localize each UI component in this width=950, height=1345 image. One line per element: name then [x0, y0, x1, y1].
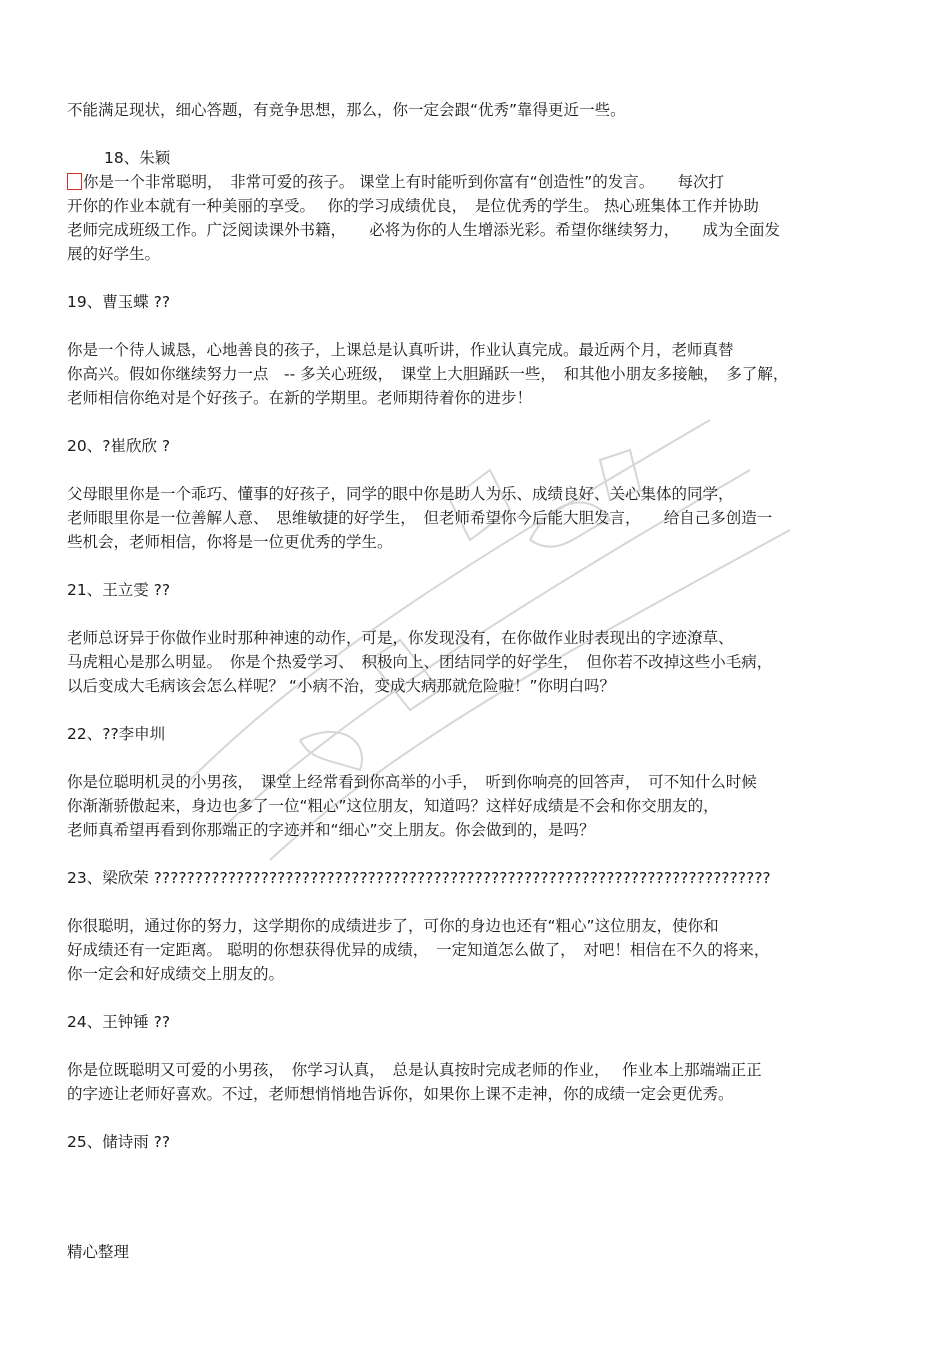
line-text: 精心整理 [67, 1243, 130, 1261]
line-text: 25、储诗雨 ?? [67, 1133, 171, 1151]
text-line [67, 194, 759, 218]
line-text: 你高兴。假如你继续努力一点 -- 多关心班级， 课堂上大胆踊跃一些， 和其他小朋友多接触， 多了解， [67, 365, 789, 383]
line-text: 马虎粗心是那么明显。 你是个热爱学习、 积极向上、团结同学的好学生， 但你若不改掉这些小毛病， [67, 653, 773, 671]
text-line [67, 506, 772, 530]
text-line [67, 770, 757, 794]
text-line [67, 914, 719, 938]
line-text: 以后变成大毛病该会怎么样呢？ “小病不治，变成大病那就危险啦！”你明白吗？ [67, 677, 615, 695]
red-box-icon [67, 173, 82, 190]
line-text: 不能满足现状，细心答题，有竞争思想，那么，你一定会跟“优秀”靠得更近一些。 [67, 101, 626, 119]
line-text: 些机会，老师相信，你将是一位更优秀的学生。 [67, 533, 393, 551]
text-line [67, 962, 284, 986]
line-text: 好成绩还有一定距离。 聪明的你想获得优异的成绩， 一定知道怎么做了， 对吧！相信在不久的将来， [67, 941, 770, 959]
text-line [104, 146, 170, 170]
text-line [67, 938, 769, 962]
text-line [67, 578, 170, 602]
line-text: 你是一个待人诚恳，心地善良的孩子，上课总是认真听讲，作业认真完成。最近两个月，老师真替 [67, 341, 734, 359]
text-line [67, 1010, 170, 1034]
text-line [67, 722, 165, 746]
text-line [67, 530, 393, 554]
line-text: 老师眼里你是一位善解人意、 思维敏捷的好学生， 但老师希望你今后能大胆发言， 给自己多创造一 [67, 509, 773, 527]
line-text: 21、王立雯 ?? [67, 581, 171, 599]
text-line [67, 242, 160, 266]
line-text: 你是位聪明机灵的小男孩， 课堂上经常看到你高举的小手， 听到你响亮的回答声， 可不知什么时候 [67, 773, 757, 791]
line-text: 19、曹玉蝶 ?? [67, 293, 171, 311]
line-text: 18、朱颖 [104, 149, 171, 167]
text-line [67, 170, 724, 194]
line-text: 你很聪明，通过你的努力，这学期你的成绩进步了，可你的身边也还有“粗心”这位朋友，使你和 [67, 917, 719, 935]
line-text: 23、梁欣荣 ??????????????????????????????????????????????????????????????????????????? [67, 869, 771, 887]
line-text: 老师完成班级工作。广泛阅读课外书籍， 必将为你的人生增添光彩。希望你继续努力， 成为全面发 [67, 221, 781, 239]
line-text: 24、王钟锤 ?? [67, 1013, 171, 1031]
text-line [67, 1082, 734, 1106]
text-line [67, 1058, 762, 1082]
text-line [67, 650, 772, 674]
line-text: 你是位既聪明又可爱的小男孩， 你学习认真， 总是认真按时完成老师的作业， 作业本上那端端正正 [67, 1061, 762, 1079]
line-text: 老师真希望再看到你那端正的字迹并和“细心”交上朋友。你会做到的，是吗？ [67, 821, 595, 839]
text-line [67, 98, 626, 122]
text-line [67, 674, 615, 698]
text-line [67, 338, 734, 362]
text-line [67, 1130, 170, 1154]
text-line [67, 818, 595, 842]
line-text: 开你的作业本就有一种美丽的享受。 你的学习成绩优良， 是位优秀的学生。 热心班集体工作并协助 [67, 197, 759, 215]
text-line [67, 1240, 129, 1264]
text-line [67, 362, 788, 386]
text-line [67, 290, 170, 314]
text-line [67, 794, 719, 818]
line-text: 你渐渐骄傲起来，身边也多了一位“粗心”这位朋友，知道吗？这样好成绩是不会和你交朋友的， [67, 797, 719, 815]
line-text: 22、??李申圳 [67, 725, 166, 743]
line-text: 展的好学生。 [67, 245, 161, 263]
text-line [67, 866, 771, 890]
text-line [67, 482, 734, 506]
line-text: 老师总讶异于你做作业时那种神速的动作，可是，你发现没有，在你做作业时表现出的字迹潦草、 [67, 629, 734, 647]
line-text: 的字迹让老师好喜欢。不过，老师想悄悄地告诉你，如果你上课不走神，你的成绩一定会更优秀。 [67, 1085, 734, 1103]
line-text: 你一定会和好成绩交上朋友的。 [67, 965, 285, 983]
text-line [67, 434, 170, 458]
line-text: 你是一个非常聪明， 非常可爱的孩子。 课堂上有时能听到你富有“创造性”的发言。 每次打 [83, 173, 724, 191]
line-text: 老师相信你绝对是个好孩子。在新的学期里。老师期待着你的进步！ [67, 389, 533, 407]
line-text: 20、?崔欣欣 ? [67, 437, 171, 455]
text-line [67, 386, 532, 410]
line-text: 父母眼里你是一个乖巧、懂事的好孩子，同学的眼中你是助人为乐、成绩良好、关心集体的同学， [67, 485, 734, 503]
text-line [67, 218, 780, 242]
text-line [67, 626, 734, 650]
